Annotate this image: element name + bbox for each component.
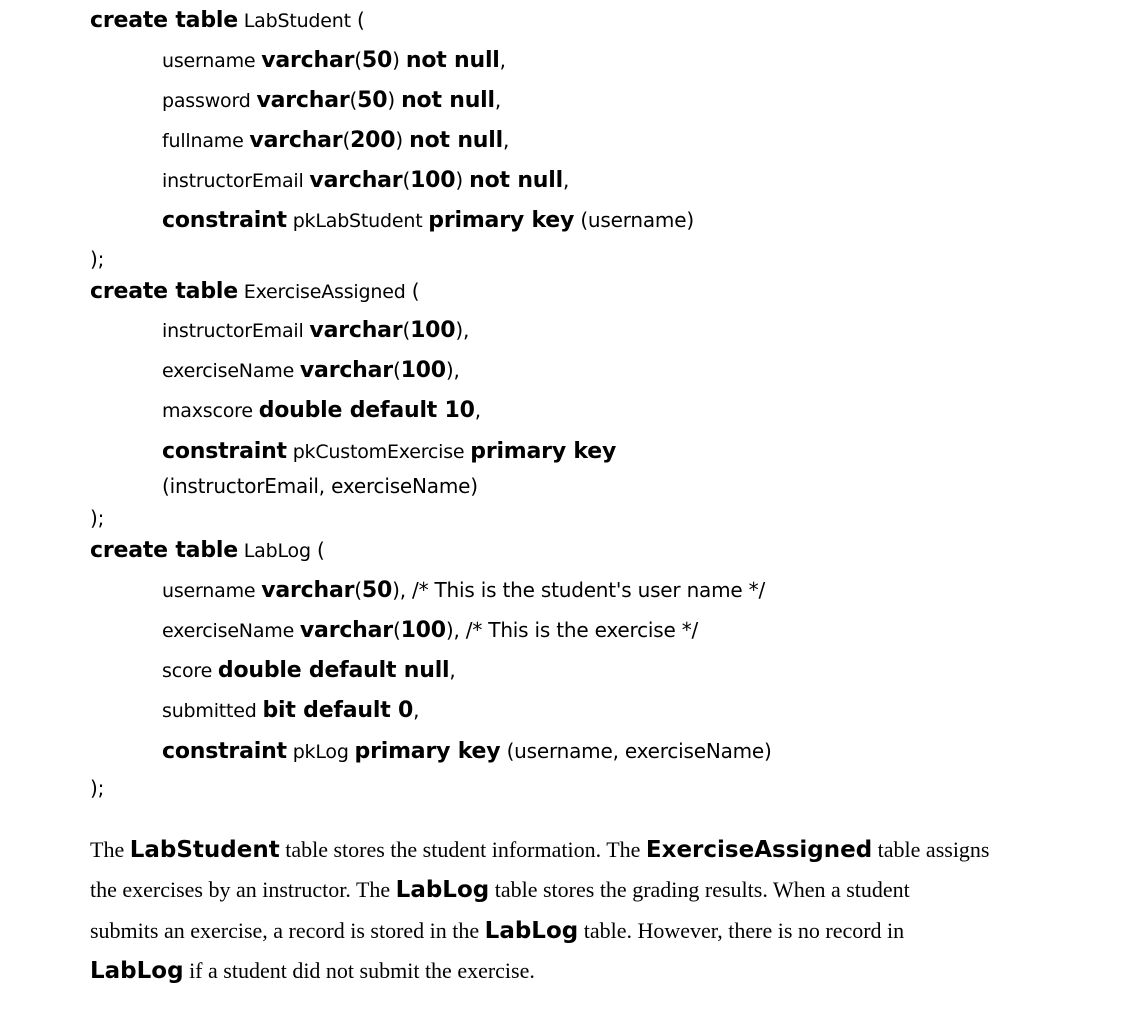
table-name-emphasis: LabLog (395, 877, 490, 903)
sql-keyword: primary key (354, 739, 501, 764)
sql-text: ) (395, 128, 410, 152)
sql-keyword: 100 (400, 358, 446, 383)
sql-text: ( (392, 618, 401, 642)
code-line (162, 472, 478, 500)
sql-keyword: varchar (261, 48, 355, 73)
table-name-emphasis: LabLog (484, 918, 579, 944)
sql-keyword: varchar (299, 358, 393, 383)
sql-text: ) (455, 168, 470, 192)
sql-text: ( (392, 358, 401, 382)
sql-keyword: double default 10 (258, 398, 475, 423)
table-name-emphasis: ExerciseAssigned (645, 837, 873, 863)
sql-keyword: not null (409, 128, 503, 153)
sql-text: , (494, 88, 502, 112)
sql-keyword: 50 (361, 578, 393, 603)
sql-keyword: primary key (470, 439, 617, 464)
sql-identifier: pkLabStudent (286, 210, 429, 232)
sql-keyword: not null (469, 168, 563, 193)
sql-text: ( (349, 88, 358, 112)
code-line (162, 656, 456, 685)
sql-keyword: varchar (299, 618, 393, 643)
sql-text: ( (350, 8, 365, 32)
code-line (162, 396, 481, 425)
paragraph-line (90, 957, 535, 985)
paragraph-line (90, 876, 910, 904)
sql-keyword: 200 (350, 128, 396, 153)
code-line (90, 6, 365, 35)
code-line (90, 536, 325, 565)
sql-keyword: varchar (309, 318, 403, 343)
sql-identifier: exerciseName (162, 620, 300, 642)
paragraph-text: submits an exercise, a record is stored in the (90, 918, 485, 943)
sql-keyword: create table (90, 279, 238, 304)
sql-text: ) (387, 88, 402, 112)
sql-identifier: submitted (162, 700, 263, 722)
sql-text: , (474, 398, 481, 422)
sql-text: ) (392, 48, 406, 72)
sql-keyword: 50 (361, 48, 393, 73)
sql-identifier: score (162, 660, 218, 682)
paragraph-text: the exercises by an instructor. The (90, 877, 396, 902)
sql-keyword: not null (405, 48, 500, 73)
sql-keyword: create table (90, 8, 238, 33)
sql-identifier: password (162, 90, 257, 112)
sql-identifier: instructorEmail (162, 320, 310, 342)
sql-keyword: double default null (217, 658, 450, 683)
code-line (162, 696, 419, 725)
sql-text: ( (405, 279, 420, 303)
code-line (162, 126, 509, 155)
sql-identifier: username (162, 50, 262, 72)
sql-identifier: ExerciseAssigned (237, 281, 406, 303)
code-line (90, 504, 104, 532)
sql-identifier: maxscore (162, 400, 259, 422)
sql-identifier: pkCustomExercise (286, 441, 471, 463)
sql-text: (username) (574, 208, 694, 232)
code-line (162, 46, 506, 75)
code-line (162, 356, 460, 385)
code-line (162, 616, 698, 645)
sql-identifier: instructorEmail (162, 170, 310, 192)
sql-keyword: 100 (400, 618, 446, 643)
sql-identifier: fullname (162, 130, 250, 152)
sql-text: (username, exerciseName) (500, 739, 772, 763)
sql-keyword: varchar (261, 578, 355, 603)
sql-keyword: 100 (410, 168, 456, 193)
sql-text: , (449, 658, 456, 682)
sql-keyword: varchar (249, 128, 343, 153)
sql-text: ( (402, 168, 411, 192)
sql-keyword: primary key (428, 208, 575, 233)
code-line (162, 206, 694, 235)
paragraph-text: table. However, there is no record in (578, 918, 905, 943)
sql-keyword: varchar (256, 88, 350, 113)
table-name-emphasis: LabStudent (129, 837, 280, 863)
sql-text: , (499, 48, 506, 72)
sql-text: ), /* This is the exercise */ (445, 618, 699, 642)
paragraph-line (90, 917, 904, 945)
sql-identifier: LabLog (237, 540, 311, 562)
sql-keyword: constraint (162, 208, 287, 233)
code-line (162, 316, 469, 345)
code-line (162, 166, 569, 195)
sql-text: ( (354, 578, 362, 602)
sql-text: , (562, 168, 570, 192)
code-line (162, 737, 772, 766)
sql-keyword: bit default 0 (262, 698, 414, 723)
sql-keyword: 50 (357, 88, 388, 113)
code-line (162, 576, 765, 605)
sql-text: ); (90, 776, 105, 800)
paragraph-line (90, 836, 990, 864)
paragraph-text: table assigns (872, 837, 990, 862)
sql-text: ); (90, 247, 105, 271)
paragraph-text: table stores the student information. The (279, 837, 646, 862)
sql-text: , (413, 698, 420, 722)
code-line (90, 277, 419, 306)
sql-text: ), /* This is the student's user name */ (392, 578, 765, 602)
sql-text: ( (342, 128, 351, 152)
sql-keyword: constraint (162, 739, 287, 764)
sql-text: ); (90, 506, 105, 530)
sql-text: ( (354, 48, 362, 72)
sql-keyword: constraint (162, 439, 287, 464)
sql-identifier: username (162, 580, 262, 602)
code-line (162, 437, 616, 466)
sql-text: ( (402, 318, 411, 342)
sql-identifier: LabStudent (237, 10, 351, 32)
sql-text: (instructorEmail, exerciseName) (162, 474, 478, 498)
sql-keyword: 100 (410, 318, 456, 343)
table-name-emphasis: LabLog (90, 958, 184, 984)
code-line (162, 86, 501, 115)
sql-text: , (502, 128, 510, 152)
paragraph-text: if a student did not submit the exercise. (183, 958, 535, 983)
code-line (90, 245, 104, 273)
sql-identifier: pkLog (286, 741, 355, 763)
sql-keyword: not null (401, 88, 495, 113)
paragraph-text: The (90, 837, 130, 862)
sql-text: ), (445, 358, 460, 382)
sql-keyword: varchar (309, 168, 403, 193)
code-line (90, 774, 104, 802)
sql-keyword: create table (90, 538, 238, 563)
paragraph-text: table stores the grading results. When a student (489, 877, 910, 902)
sql-identifier: exerciseName (162, 360, 300, 382)
sql-text: ( (310, 538, 325, 562)
sql-text: ), (455, 318, 470, 342)
